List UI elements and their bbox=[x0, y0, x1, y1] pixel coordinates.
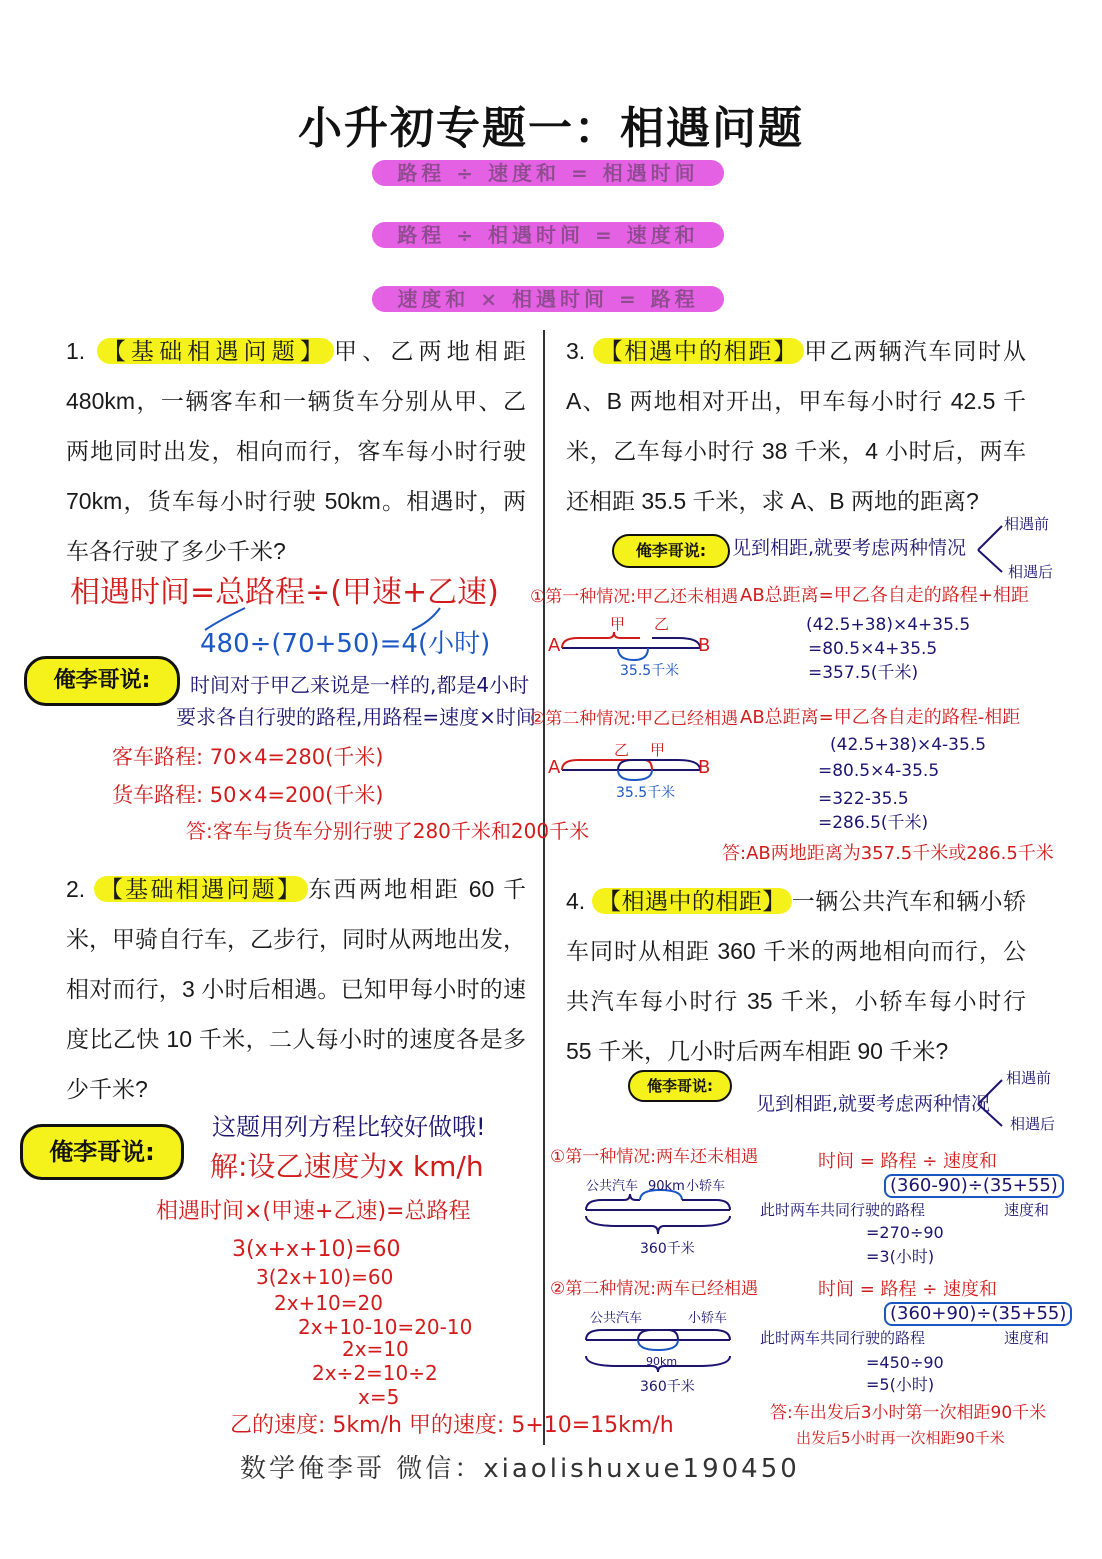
problem-4-text: 一辆公共汽车和辆小轿车同时从相距 360 千米的两地相向而行，公共汽车每小时行 35 千米，小轿车每小时行 55 千米，几小时后两车相距 90 千米? bbox=[566, 888, 1027, 1064]
problem-3-tag: 【相遇中的相距】 bbox=[593, 338, 804, 364]
p3-d2-a: A bbox=[548, 757, 561, 778]
p3-d1-gap: 35.5千米 bbox=[620, 663, 680, 679]
problem-3-text: 甲乙两辆汽车同时从 A、B 两地相对开出，甲车每小时行 42.5 千米，乙车每小时行 38 千米，4 小时后，两车还相距 35.5 千米，求 A、B 两地的距离? bbox=[566, 338, 1027, 514]
p2-bubble: 俺李哥说: bbox=[20, 1124, 184, 1180]
problem-3-number: 3. bbox=[566, 338, 586, 364]
p2-step-2: 3(2x+10)=60 bbox=[256, 1265, 394, 1289]
p3-d1-jia: 甲 bbox=[610, 615, 626, 633]
p3-d2-gap: 35.5千米 bbox=[616, 785, 676, 801]
p2-step-5: 2x=10 bbox=[342, 1337, 409, 1361]
p4-step1-2: =3(小时) bbox=[866, 1247, 935, 1266]
problem-3 bbox=[566, 326, 1026, 526]
p4-step1-1: =270÷90 bbox=[866, 1223, 944, 1242]
p3-d2-b: B bbox=[698, 757, 711, 778]
p4-branch-after: 相遇后 bbox=[1010, 1115, 1056, 1133]
p4-case1-title: ①第一种情况:两车还未相遇 bbox=[550, 1147, 758, 1167]
p4-branch-before: 相遇前 bbox=[1006, 1069, 1052, 1087]
p4-d1-gap: 90km bbox=[648, 1179, 685, 1194]
p2-step-6: 2x÷2=10÷2 bbox=[312, 1361, 438, 1385]
p2-note-formula: 相遇时间×(甲速+乙速)=总路程 bbox=[156, 1199, 471, 1224]
p4-d2-total: 360千米 bbox=[640, 1379, 695, 1395]
p3-d1-b: B bbox=[698, 635, 711, 656]
p3-d2-yi: 乙 bbox=[614, 741, 630, 759]
p4-step2-1: =450÷90 bbox=[866, 1353, 944, 1372]
p1-note-formula: 相遇时间=总路程÷(甲速+乙速) bbox=[70, 575, 499, 610]
p3-branch-before: 相遇前 bbox=[1004, 515, 1050, 533]
p3-case2-step-4: =286.5(千米) bbox=[818, 813, 929, 833]
problem-1 bbox=[66, 326, 526, 576]
p4-branch-lines bbox=[976, 1074, 1006, 1134]
p3-bubble: 俺李哥说: bbox=[612, 534, 730, 568]
problem-4 bbox=[566, 876, 1026, 1076]
p4-case2-title: ②第二种情况:两车已经相遇 bbox=[550, 1279, 758, 1299]
problem-4-number: 4. bbox=[566, 888, 586, 914]
p2-step-1: 3(x+x+10)=60 bbox=[232, 1237, 401, 1262]
p3-case2-formula: AB总距离=甲乙各自走的路程-相距 bbox=[740, 707, 1021, 728]
p4-d2-bus: 公共汽车 bbox=[590, 1311, 643, 1326]
problem-2-text: 东西两地相距 60 千米，甲骑自行车，乙步行，同时从两地出发，相对而行，3 小时后相遇。已知甲每小时的速度比乙快 10 千米，二人每小时的速度各是多少千米? bbox=[66, 876, 526, 1102]
p4-d2-gap: 90km bbox=[646, 1355, 678, 1368]
p4-expr-1: (360-90)÷(35+55) bbox=[884, 1174, 1064, 1198]
p4-d1-total: 360千米 bbox=[640, 1241, 695, 1257]
p1-note-truck: 货车路程: 50×4=200(千米) bbox=[112, 783, 384, 807]
p3-d2-jia: 甲 bbox=[650, 741, 666, 759]
p4-d2-car: 小轿车 bbox=[688, 1311, 728, 1326]
p3-case2-step-3: =322-35.5 bbox=[818, 789, 909, 809]
footer-watermark: 数学俺李哥 微信：xiaolishuxue190450 bbox=[240, 1454, 800, 1484]
p3-case1-formula: AB总距离=甲乙各自走的路程+相距 bbox=[740, 585, 1029, 606]
p3-case2-step-1: (42.5+38)×4-35.5 bbox=[830, 735, 987, 755]
p1-bubble: 俺李哥说: bbox=[24, 656, 180, 706]
p4-time-1: 时间 = 路程 ÷ 速度和 bbox=[818, 1151, 998, 1172]
formula-3: 速度和 × 相遇时间 = 路程 bbox=[372, 286, 724, 312]
p4-bubble: 俺李哥说: bbox=[628, 1070, 732, 1102]
formula-2: 路程 ÷ 相遇时间 = 速度和 bbox=[372, 222, 724, 248]
problem-1-number: 1. bbox=[66, 338, 86, 364]
p3-case2-step-2: =80.5×4-35.5 bbox=[818, 761, 940, 781]
p4-speedsum-1: 速度和 bbox=[1004, 1201, 1050, 1219]
problem-2-number: 2. bbox=[66, 876, 86, 902]
problem-1-tag: 【基础相遇问题】 bbox=[97, 338, 334, 364]
p4-d1-bus: 公共汽车 bbox=[586, 1179, 639, 1194]
p4-step2-2: =5(小时) bbox=[866, 1375, 935, 1394]
page-title: 小升初专题一：相遇问题 bbox=[298, 103, 804, 154]
p2-step-4: 2x+10-10=20-10 bbox=[298, 1315, 473, 1339]
p3-case1-step-3: =357.5(千米) bbox=[808, 663, 919, 683]
column-divider bbox=[543, 330, 545, 1445]
p4-road-1: 此时两车共同行驶的路程 bbox=[760, 1201, 926, 1219]
p3-answer: 答:AB两地距离为357.5千米或286.5千米 bbox=[722, 843, 1054, 864]
p2-step-3: 2x+10=20 bbox=[274, 1291, 383, 1315]
p4-time-2: 时间 = 路程 ÷ 速度和 bbox=[818, 1279, 998, 1300]
p3-branch-after: 相遇后 bbox=[1008, 563, 1054, 581]
p2-step-7: x=5 bbox=[358, 1385, 400, 1409]
p3-d1-a: A bbox=[548, 635, 561, 656]
p4-hint: 见到相距,就要考虑两种情况 bbox=[756, 1093, 991, 1115]
p4-road-2: 此时两车共同行驶的路程 bbox=[760, 1329, 926, 1347]
p3-d1-yi: 乙 bbox=[654, 615, 670, 633]
p2-answer: 乙的速度: 5km/h 甲的速度: 5+10=15km/h bbox=[230, 1413, 674, 1438]
p1-note-bus: 客车路程: 70×4=280(千米) bbox=[112, 745, 384, 769]
p3-case1-step-2: =80.5×4+35.5 bbox=[808, 639, 938, 659]
p4-expr-2: (360+90)÷(35+55) bbox=[884, 1302, 1072, 1326]
p4-answer-1: 答:车出发后3小时第一次相距90千米 bbox=[770, 1403, 1047, 1423]
p1-note-calc: 480÷(70+50)=4(小时) bbox=[200, 629, 491, 659]
p1-note-time: 时间对于甲乙来说是一样的,都是4小时 bbox=[190, 673, 530, 697]
p4-speedsum-2: 速度和 bbox=[1004, 1329, 1050, 1347]
p2-note-hint: 这题用列方程比较好做哦! bbox=[212, 1113, 486, 1141]
p3-hint: 见到相距,就要考虑两种情况 bbox=[732, 537, 967, 559]
p4-d1-car: 小轿车 bbox=[686, 1179, 726, 1194]
p4-answer-2: 出发后5小时再一次相距90千米 bbox=[796, 1429, 1005, 1447]
p1-note-road: 要求各自行驶的路程,用路程=速度×时间 bbox=[176, 705, 536, 729]
problem-1-text: 甲、乙两地相距480km，一辆客车和一辆货车分别从甲、乙两地同时出发，相向而行，客车每小时行驶 70km，货车每小时行驶 50km。相遇时，两车各行驶了多少千米? bbox=[66, 338, 527, 564]
p3-case1-step-1: (42.5+38)×4+35.5 bbox=[806, 615, 971, 635]
problem-2-tag: 【基础相遇问题】 bbox=[94, 876, 308, 902]
p3-branch-lines bbox=[976, 520, 1006, 580]
formula-1: 路程 ÷ 速度和 = 相遇时间 bbox=[372, 160, 724, 186]
problem-2 bbox=[66, 864, 526, 1114]
p3-case2-title: ②第二种情况:甲乙已经相遇 bbox=[530, 709, 738, 729]
p2-note-let: 解:设乙速度为x km/h bbox=[210, 1150, 484, 1183]
p3-case1-title: ①第一种情况:甲乙还未相遇 bbox=[530, 587, 738, 607]
problem-4-tag: 【相遇中的相距】 bbox=[592, 888, 792, 914]
p1-answer: 答:客车与货车分别行驶了280千米和200千米 bbox=[186, 819, 590, 843]
